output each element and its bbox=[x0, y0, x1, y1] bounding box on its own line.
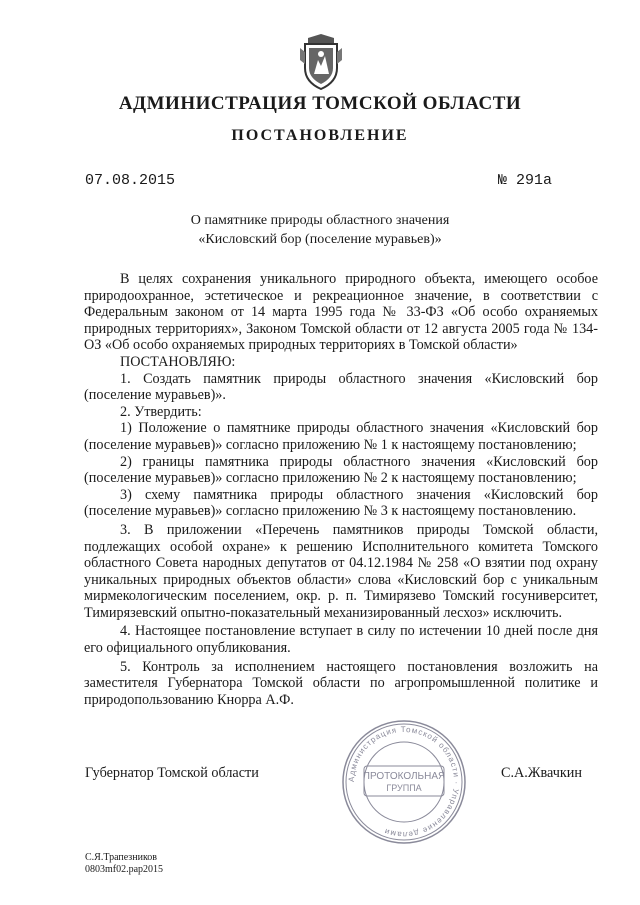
item-4: 4. Настоящее постановление вступает в силу по истечении 10 дней после дня его официального опубликования. bbox=[84, 623, 598, 657]
document-footer bbox=[85, 852, 163, 876]
official-stamp-icon bbox=[340, 718, 468, 846]
item-3: 3. В приложении «Перечень памятников природы Томской области, подлежащих особой охране» к решению Исполнительного комитета Томского областного Совета народных депутатов от 04.12.1984 № 258 «О взятии под охрану уникальных природных объектов области» слова «Кисловский бор с уникальным мирмекологическим поселением, окр. р. п. Тимирязево Томский госуниверситет, Тимирязевский опытно-показательный механизированный лесхоз» исключить. bbox=[84, 521, 598, 621]
footer-author: С.Я.Трапезников bbox=[85, 852, 158, 863]
document-subject bbox=[0, 211, 640, 249]
item-2-1: 1) Положение о памятнике природы областного значения «Кисловский бор (поселение муравьев)» согласно приложению № 1 к настоящему постановлению; bbox=[84, 420, 598, 453]
subject-line-1: О памятнике природы областного значения bbox=[190, 213, 450, 228]
item-5: 5. Контроль за исполнением настоящего постановления возложить на заместителя Губернатора Томской области по агропромышленной политике и природопользованию Кнорра А.Ф. bbox=[84, 658, 598, 708]
stamp-center-line-1: ПРОТОКОЛЬНАЯ bbox=[362, 771, 446, 782]
decree-word: ПОСТАНОВЛЯЮ: bbox=[120, 353, 236, 370]
intro-paragraph: В целях сохранения уникального природного объекта, имеющего особое природоохранное, эстетическое и рекреационное значение, в соответствии с Федеральным законом от 14 марта 1995 года № 33-ФЗ «Об особо охраняемых природных территориях», Законом Томской области от 12 августа 2005 года № 134-ОЗ «Об особо охраняемых природных территориях в Томской области» bbox=[84, 271, 598, 354]
stamp-outer-text: Администрация Томской области · Управление делами bbox=[346, 724, 462, 840]
item-2-2: 2) границы памятника природы областного значения «Кисловский бор (поселение муравьев)» согласно приложению № 2 к настоящему постановлению; bbox=[84, 453, 598, 487]
document-number: № 291а bbox=[498, 172, 553, 189]
item-2: 2. Утвердить: bbox=[120, 403, 202, 420]
signer-name: С.А.Жвачкин bbox=[501, 765, 582, 781]
document-body bbox=[84, 271, 598, 708]
item-1: 1. Создать памятник природы областного значения «Кисловский бор (поселение муравьев)». bbox=[84, 370, 598, 404]
document-type: ПОСТАНОВЛЕНИЕ bbox=[231, 127, 409, 144]
coat-of-arms-icon bbox=[298, 34, 344, 90]
organization-title: АДМИНИСТРАЦИЯ ТОМСКОЙ ОБЛАСТИ bbox=[118, 93, 522, 114]
footer-file: 0803mf02.pap2015 bbox=[85, 864, 164, 875]
subject-line-2: «Кисловский бор (поселение муравьев)» bbox=[198, 232, 442, 247]
document-date: 07.08.2015 bbox=[85, 172, 176, 189]
stamp-center-line-2: ГРУППА bbox=[386, 783, 422, 793]
signer-title: Губернатор Томской области bbox=[85, 765, 259, 781]
item-2-3: 3) схему памятника природы областного значения «Кисловский бор (поселение муравьев)» согласно приложению № 3 к настоящему постановлению. bbox=[84, 486, 598, 520]
